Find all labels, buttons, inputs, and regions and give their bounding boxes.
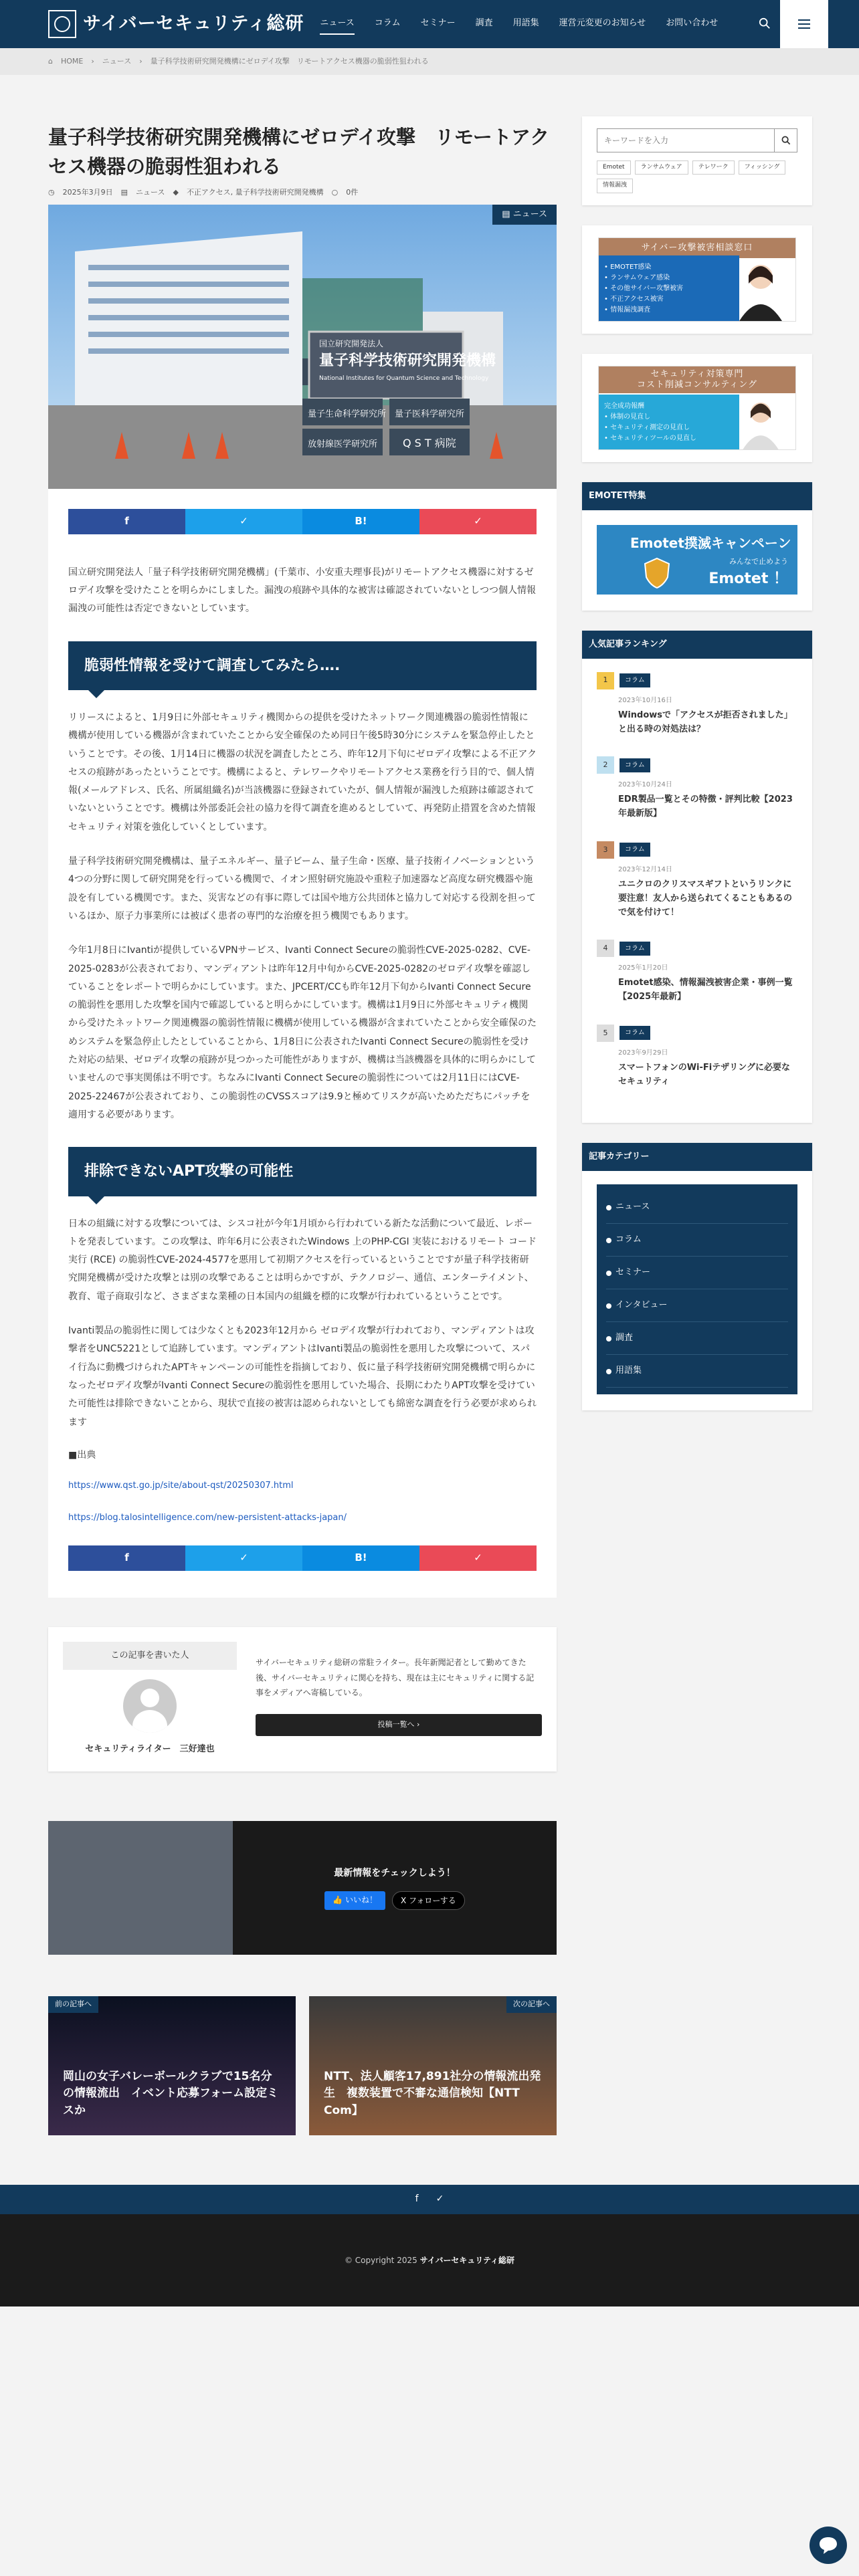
rank-number: 5	[597, 1025, 614, 1042]
main-content	[48, 116, 557, 2135]
rank-date: 2023年12月14日	[618, 865, 672, 873]
ranking-item[interactable]	[597, 672, 797, 757]
category-badge[interactable]: ▤ ニュース	[492, 205, 557, 225]
footer-social	[0, 2185, 859, 2214]
consultant-icon	[734, 396, 787, 449]
nav-seminar[interactable]: セミナー	[420, 17, 456, 28]
x-follow-button[interactable]: X フォローする	[392, 1891, 465, 1910]
consulting-banner[interactable]: セキュリティ対策専門 コスト削減コンサルティング 完全成功報酬 • 体制の見直し • セキュリティ測定の見直し • セキュリティツールの見直し	[598, 366, 796, 450]
paragraph-4: 日本の組織に対する攻撃については、シスコ社が今年1月頃から行われている新たな活動について最近、レポートを発表しています。この攻撃は、昨年6月に公表されたWindows 上のPHP-CGI 実装におけるリモート コード実行 (RCE) の脆弱性CVE-2024-4577を悪用して初期アクセスを行っているということですが量子科学技術研究開発機構が受けた攻撃とは別の攻撃であることは明らかですが、テクノロジー、通信、エンターテイメント、教育、電子商取引など、さまざまな業種の日本国内の組織を標的に攻撃が行われているということです。	[68, 1218, 537, 1302]
rank-number: 2	[597, 756, 614, 774]
category-link-column[interactable]: コラム	[606, 1224, 788, 1257]
rank-category: コラム	[619, 1026, 650, 1040]
comment-count: 0件	[346, 188, 359, 197]
share-pocket-button[interactable]: ✓	[419, 1545, 537, 1571]
category-link-glossary[interactable]: 用語集	[606, 1355, 788, 1388]
hamburger-icon	[798, 23, 810, 25]
site-header	[0, 0, 859, 48]
search-icon	[781, 136, 791, 145]
category-link-research[interactable]: 調査	[606, 1322, 788, 1355]
search-icon[interactable]	[759, 17, 771, 29]
eyecatch-image	[48, 205, 557, 489]
ranking-item[interactable]	[597, 940, 797, 1025]
date-icon: ◷	[48, 188, 55, 197]
tag-link[interactable]: 情報漏洩	[597, 179, 633, 193]
banner-title: サイバー攻撃被害相談窓口	[599, 238, 795, 258]
sign-low-1: 量子生命科学研究所	[308, 409, 387, 419]
share-buttons-top	[68, 509, 537, 534]
rank-number: 3	[597, 841, 614, 859]
consultation-banner-widget	[582, 225, 812, 334]
tag-link[interactable]: フィッシング	[739, 160, 786, 175]
rank-title: Emotet感染、情報漏洩被害企業・事例一覧【2025年最新】	[618, 978, 793, 1002]
rank-title: スマートフォンのWi-Fiテザリングに必要なセキュリティ	[618, 1062, 790, 1087]
rank-date: 2023年10月16日	[618, 696, 672, 704]
sign-low-4: Q S T 病院	[403, 436, 456, 449]
share-hatena-button[interactable]: B!	[302, 1545, 419, 1571]
sign-text-3: National Institutes for Quantum Science and Technology	[319, 374, 489, 382]
ranking-widget	[582, 631, 812, 1123]
consulting-banner-widget	[582, 354, 812, 462]
breadcrumb: ⌂ HOME › ニュース › 量子科学技術研究開発機構にゼロデイ攻撃 リモートアクセス機器の脆弱性狙われる	[0, 48, 859, 75]
tag-link[interactable]: ランサムウェア	[635, 160, 688, 175]
chat-button[interactable]	[809, 2527, 847, 2564]
source-link-1[interactable]: https://www.qst.go.jp/site/about-qst/20250307.html	[68, 1480, 294, 1491]
emotet-campaign-banner[interactable]: Emotet撲滅キャンペーン みんなで止めよう Emotet ！	[597, 525, 797, 595]
comment-icon: ○	[331, 188, 339, 197]
tag-icon: ◆	[173, 188, 179, 197]
sidebar	[582, 116, 812, 1430]
author-heading: この記事を書いた人	[63, 1642, 237, 1670]
breadcrumb-home[interactable]: HOME	[60, 56, 84, 66]
next-title: NTT、法人顧客17,891社分の情報流出発生 複数装置で不審な通信検知【NTT Com】	[324, 2069, 541, 2117]
next-article-card[interactable]	[309, 1996, 557, 2135]
category-link-seminar[interactable]: セミナー	[606, 1257, 788, 1289]
follow-image	[48, 1821, 233, 1955]
category-widget	[582, 1143, 812, 1411]
article-body	[48, 489, 557, 1598]
sign-low-2: 量子医科学研究所	[395, 409, 465, 419]
article-tags[interactable]: 不正アクセス, 量子科学技術研究開発機構	[186, 188, 324, 197]
author-name: セキュリティライター 三好達也	[85, 1743, 215, 1754]
nav-column[interactable]: コラム	[374, 17, 401, 28]
article-category[interactable]: ニュース	[136, 188, 165, 197]
tag-link[interactable]: テレワーク	[692, 160, 735, 175]
section-heading-1: 脆弱性情報を受けて調査してみたら….	[68, 641, 537, 690]
site-logo[interactable]	[48, 9, 304, 39]
rank-number: 4	[597, 940, 614, 957]
avatar	[123, 1679, 177, 1733]
share-facebook-button[interactable]: f	[68, 509, 185, 534]
author-posts-button[interactable]: 投稿一覧へ ›	[256, 1714, 542, 1736]
search-widget	[582, 116, 812, 205]
sign-text-2: 量子科学技術研究開発機構	[319, 352, 496, 369]
share-twitter-button[interactable]: ✓	[185, 509, 302, 534]
shield-icon	[644, 557, 670, 589]
rank-title: EDR製品一覧とその特徴・評判比較【2023年最新版】	[618, 794, 793, 819]
rank-category: コラム	[619, 942, 650, 956]
paragraph-1: リリースによると、1月9日に外部セキュリティ機関からの提供を受けたネットワーク関連機器の脆弱性情報に機構が使用している機器が含まれていたことから安全確保のため同日午後5時30分にシステムを緊急停止したということです。その後、1月14日に機器の状況を調査したところ、昨年12月下旬にゼロデイ攻撃による不正アクセスの痕跡があったということです。機構によると、テレワークやリモートアクセス業務を行う目的で、個人情報(メールアドレス、氏名、所属組織名)が当該機器に登録されていたが、個人情報が漏洩した痕跡は確認されていないということです。機構は外部委託会社の協力を得て調査を進めるとしていて、再発防止措置を含めた情報セキュリティ対策を強化していくとしています。	[68, 712, 537, 833]
prev-next-nav	[48, 1996, 557, 2135]
sign-text-1: 国立研究開発法人	[319, 338, 384, 348]
consultation-banner[interactable]: サイバー攻撃被害相談窓口 • EMOTET感染 • ランサムウェア感染 • その他サイバー攻撃被害 • 不正アクセス被害 • 情報漏洩調査	[598, 237, 796, 322]
article-title: 量子科学技術研究開発機構にゼロデイ攻撃 リモートアクセス機器の脆弱性狙われる	[48, 126, 550, 178]
prev-label: 前の記事へ	[48, 1996, 98, 2013]
rank-title: ユニクロのクリスマスギフトというリンクに要注意！友人から送られてくることもあるので気を付けて！	[618, 879, 793, 918]
share-twitter-button[interactable]: ✓	[185, 1545, 302, 1571]
source-label: ■出典	[68, 1449, 96, 1461]
rank-category: コラム	[619, 673, 650, 687]
ranking-item[interactable]	[597, 756, 797, 841]
share-pocket-button[interactable]: ✓	[419, 509, 537, 534]
prev-title: 岡山の女子バレーボールクラブで15名分の情報流出 イベント応募フォーム設定ミスか	[63, 2069, 279, 2117]
share-facebook-button[interactable]: f	[68, 1545, 185, 1571]
nav-news[interactable]: ニュース	[320, 13, 354, 35]
footer-twitter-icon[interactable]: ✓	[436, 2193, 444, 2205]
category-widget-title: 記事カテゴリー	[582, 1143, 812, 1171]
share-hatena-button[interactable]: B!	[302, 509, 419, 534]
building-illustration	[48, 205, 557, 489]
footer-copyright: © Copyright 2025 サイバーセキュリティ総研	[0, 2214, 859, 2306]
breadcrumb-news[interactable]: ニュース	[102, 56, 132, 66]
facebook-like-button[interactable]: 👍 いいね！	[324, 1891, 385, 1910]
share-buttons-bottom	[68, 1545, 537, 1571]
operator-icon	[734, 257, 787, 321]
folder-icon: ▤	[502, 209, 513, 219]
article	[48, 116, 557, 1598]
nav-glossary[interactable]: 用語集	[512, 17, 539, 28]
emotet-widget-title: EMOTET特集	[582, 482, 812, 510]
folder-icon: ▤	[120, 188, 128, 197]
ranking-item[interactable]	[597, 841, 797, 940]
rank-date: 2025年1月20日	[618, 964, 668, 972]
article-meta	[48, 187, 557, 199]
author-bio: サイバーセキュリティ総研の常駐ライター。長年新聞記者として勤めてきた後、サイバーセキュリティに関心を持ち、現在は主にセキュリティに関する記事をメディアへ寄稿している。	[256, 1657, 535, 1698]
nav-operator-change[interactable]: 運営元変更のお知らせ	[559, 17, 646, 28]
search-input[interactable]	[597, 129, 774, 152]
ranking-widget-title: 人気記事ランキング	[582, 631, 812, 659]
breadcrumb-current: 量子科学技術研究開発機構にゼロデイ攻撃 リモートアクセス機器の脆弱性狙われる	[150, 56, 429, 66]
rank-number: 1	[597, 672, 614, 689]
tag-link[interactable]: Emotet	[597, 160, 631, 175]
rank-category: コラム	[619, 843, 650, 857]
prev-article-card[interactable]	[48, 1996, 296, 2135]
global-nav	[320, 13, 718, 35]
rank-title: Windowsで「アクセスが拒否されました」と出る時の対処法は？	[618, 710, 793, 734]
follow-box	[48, 1821, 557, 1955]
emotet-widget	[582, 482, 812, 611]
menu-button[interactable]	[780, 0, 828, 48]
category-link-news[interactable]: ニュース	[606, 1191, 788, 1224]
ranking-item[interactable]	[597, 1025, 797, 1109]
next-label: 次の記事へ	[506, 1996, 557, 2013]
paragraph-3: 今年1月8日にIvantiが提供しているVPNサービス、Ivanti Connect Secureの脆弱性CVE-2025-0282、CVE-2025-0283が公表されており、マンディアントは昨年12月中旬からCVE-2025-0282のゼロデイ攻撃を確認していることをレポートで明らかにしています。また、JPCERT/CCも昨年12月下旬からIvanti Connect Secureの脆弱性を悪用した攻撃を国内で確認していると明らかにしています。機構は1月9日に外部セキュリティ機関から受けたネットワーク関連機器の脆弱性情報に機構が使用している機器が含まれていたことから安全確保のためシステムを緊急停止したとしていることから、1月8日に公表されたIvanti Connect Secureの脆弱性を受けた対応の結果、ゼロデイ攻撃の痕跡が見つかった可能性がありますが、機構は当該機器を具体的に明らかにしていませんので事実関係は不明です。ちなみにIvanti Connect Secureの脆弱性については2月11日にはCVE-2025-22467が公表されており、この脆弱性のCVSSスコアは9.9と極めてリスクが高いためただちにパッチを適用する必要があります。	[68, 945, 537, 1120]
sign-low-3: 放射線医学研究所	[308, 439, 378, 449]
nav-contact[interactable]: お問い合わせ	[666, 17, 719, 28]
rank-date: 2023年10月24日	[618, 781, 672, 789]
intro-paragraph: 国立研究開発法人「量子科学技術研究開発機構」(千葉市、小安重夫理事長)がリモートアクセス機器に対するゼロデイ攻撃を受けたことを明らかにしました。漏洩の痕跡や具体的な被害は確認されていないとしつつ個人情報漏洩の可能性は否定できないとしています。	[68, 566, 537, 615]
section-heading-2: 排除できないAPT攻撃の可能性	[68, 1147, 537, 1196]
chat-bubble-icon	[818, 2536, 838, 2555]
home-icon: ⌂	[48, 56, 53, 66]
logo-icon	[48, 10, 76, 38]
paragraph-5: Ivanti製品の脆弱性に関しては少なくとも2023年12月から ゼロデイ攻撃が行われており、マンディアントは攻撃者をUNC5221として追跡しています。マンディアントはIvanti製品の脆弱性を悪用した攻撃について、スパイ行為に動機づけられたAPTキャンペーンの可能性を指摘しており、仮に量子科学技術研究開発機構で明らかになったゼロデイ攻撃がIvanti Connect Secureの脆弱性を悪用していた場合、長期にわたりAPT攻撃を受けていた可能性は排除できないことから、現状で直接の被害は認められないとしても綿密な調査を行う必要が求められます	[68, 1325, 537, 1428]
paragraph-2: 量子科学技術研究開発機構は、量子エネルギー、量子ビーム、量子生命・医療、量子技術イノベーションという4つの分野に関して研究開発を行っている機関で、イオン照射研究施設や重粒子加速器など高度な研究機器や施設を有している機関です。また、災害などの有事に際しては国や地方公共団体と協力して対応する役割を担っているほか、原子力事業所には被ばく患者の専門的な治療を担う機関でもあります。	[68, 856, 536, 922]
footer-facebook-icon[interactable]: f	[415, 2193, 419, 2205]
category-link-interview[interactable]: インタビュー	[606, 1289, 788, 1322]
tag-cloud	[597, 160, 797, 193]
source-link-2[interactable]: https://blog.talosintelligence.com/new-persistent-attacks-japan/	[68, 1512, 347, 1523]
site-title: サイバーセキュリティ総研	[83, 13, 304, 35]
article-date: 2025年3月9日	[62, 188, 113, 197]
follow-text: 最新情報をチェックしよう！	[334, 1867, 456, 1879]
nav-research[interactable]: 調査	[475, 17, 493, 28]
rank-date: 2023年9月29日	[618, 1049, 668, 1057]
rank-category: コラム	[619, 758, 650, 772]
site-footer	[0, 2185, 859, 2306]
search-submit-button[interactable]	[774, 129, 797, 152]
author-box	[48, 1627, 557, 1772]
